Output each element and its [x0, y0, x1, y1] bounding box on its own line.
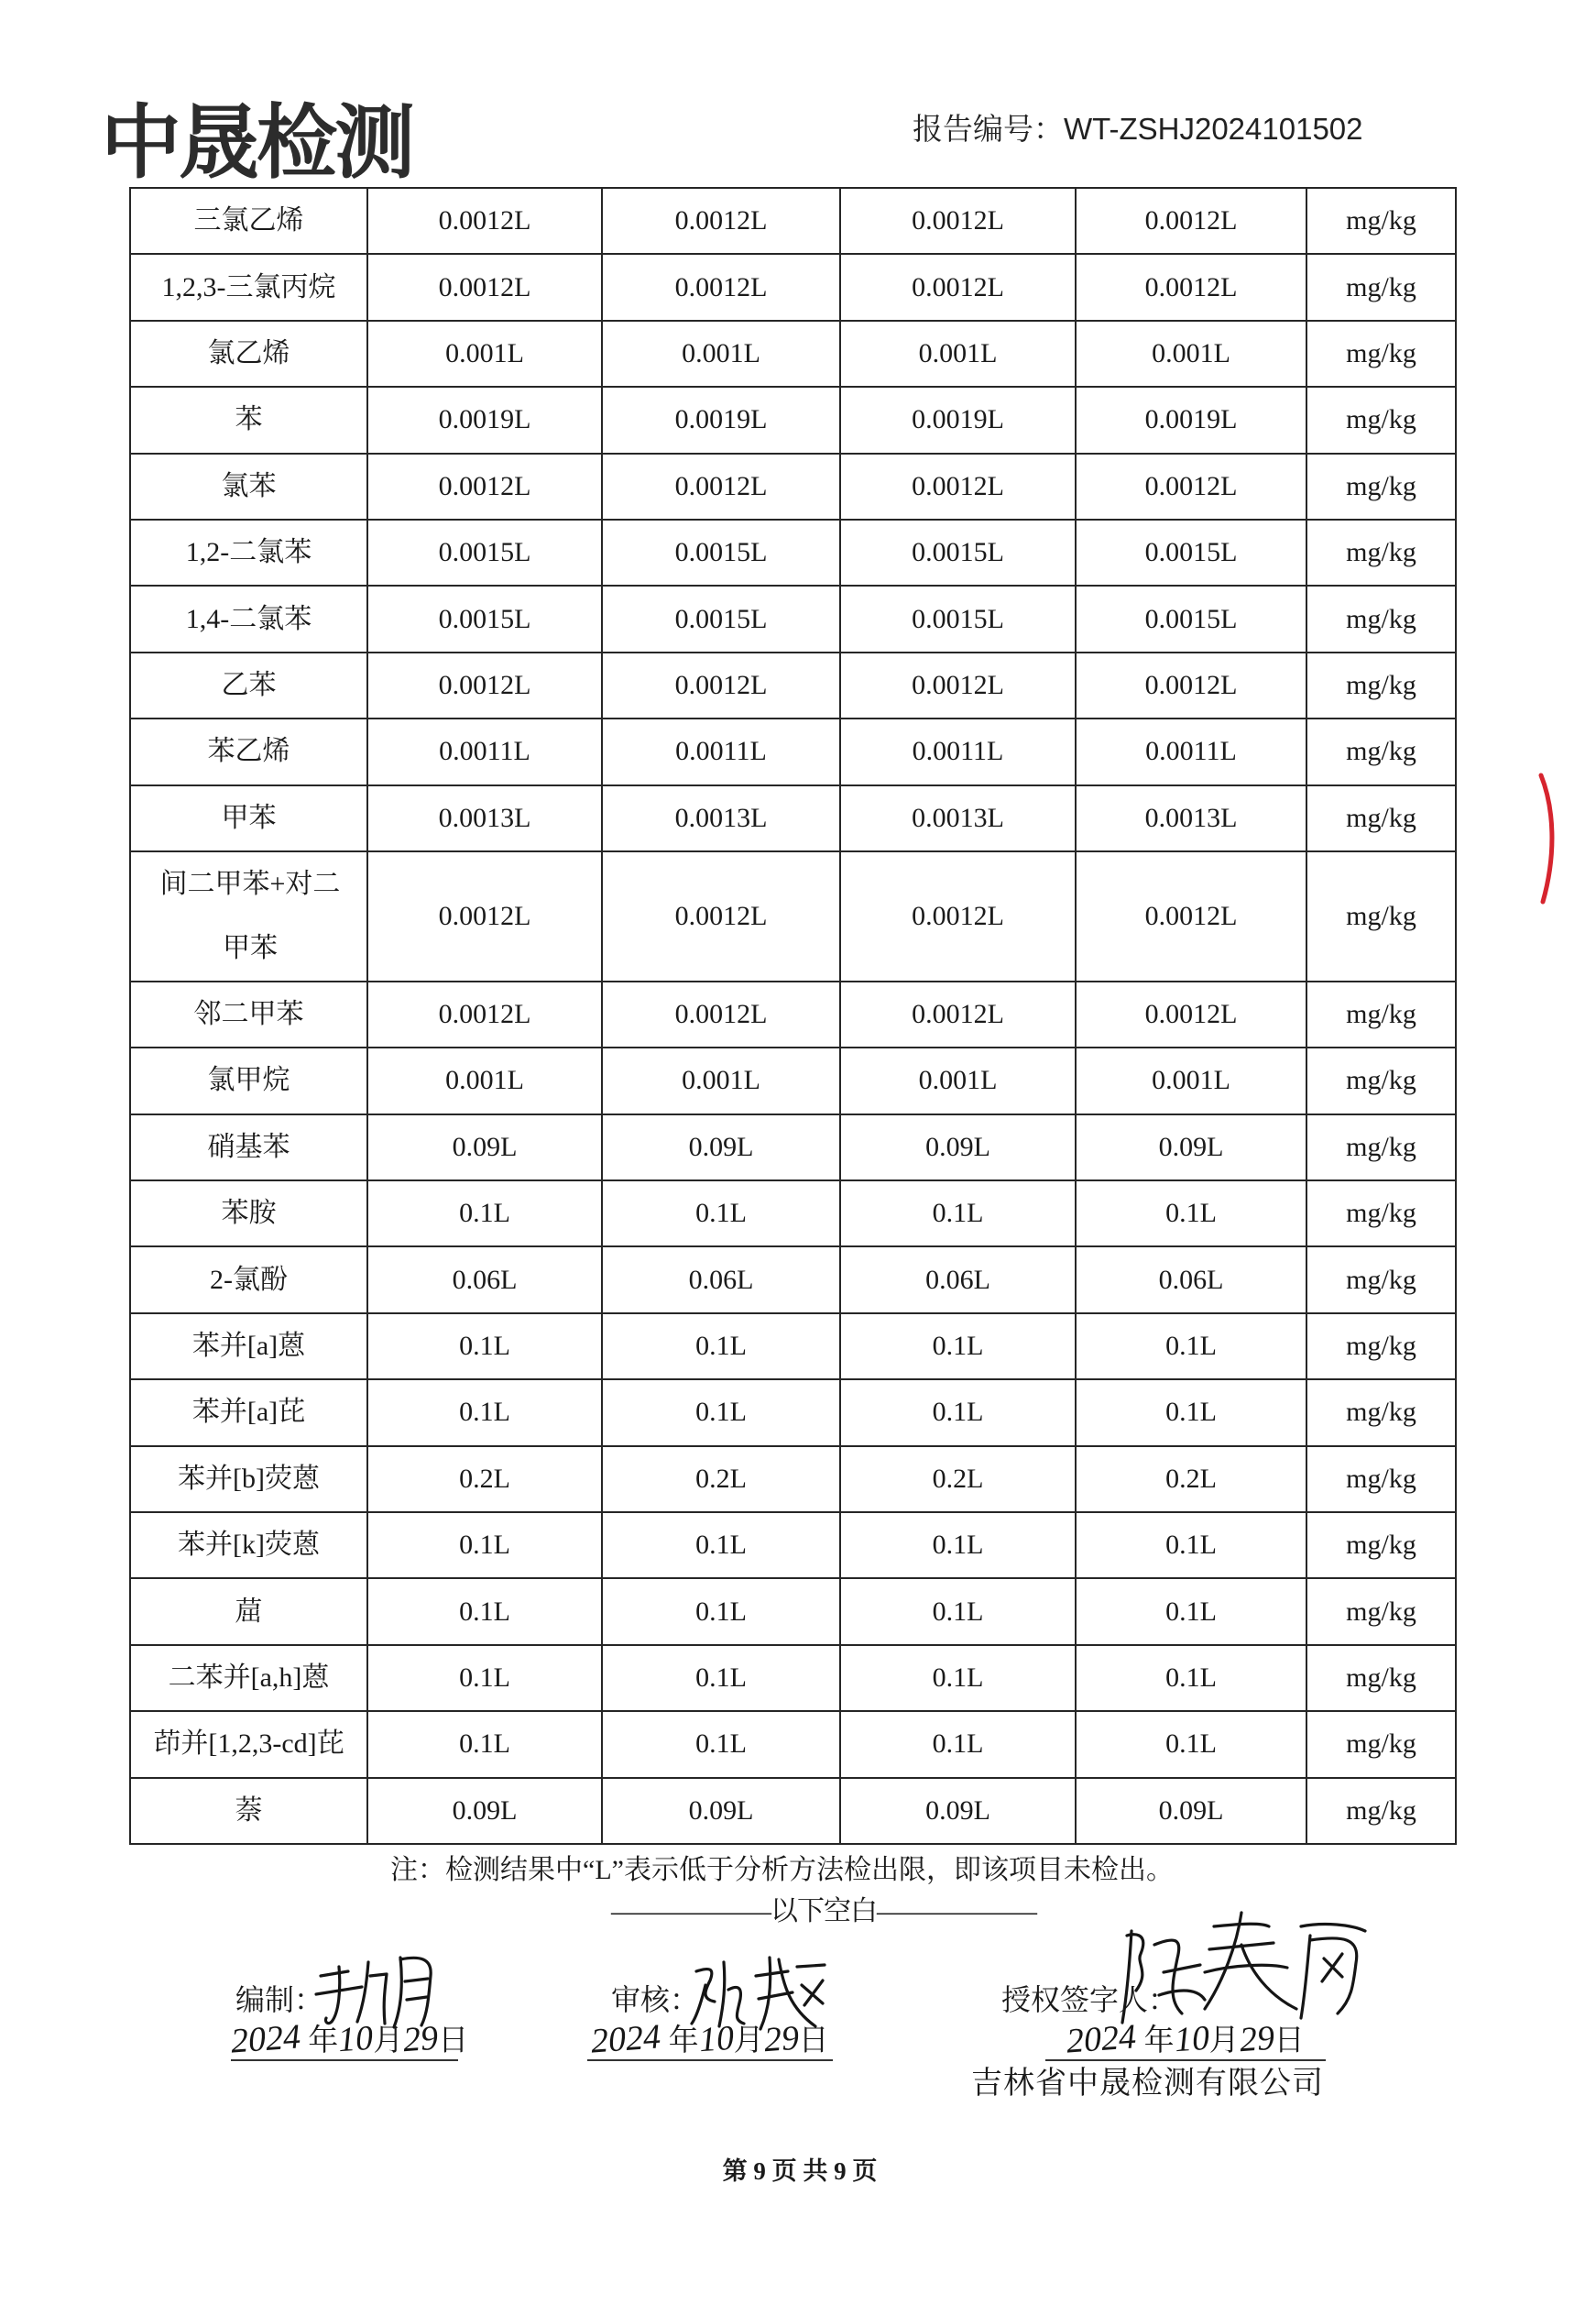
substance-name-cell	[130, 586, 367, 652]
substance-name-cell	[130, 851, 367, 982]
reviewed-date-year-unit: 年	[668, 2024, 699, 2057]
result-value: 0.0012L	[840, 653, 1076, 719]
result-value: 0.0015L	[367, 586, 602, 652]
substance-name: 1,2-二氯苯	[185, 537, 312, 568]
table-row	[130, 851, 1456, 982]
result-value: 0.1L	[602, 1512, 840, 1578]
unit: mg/kg	[1306, 254, 1456, 320]
results-table-body	[130, 188, 1456, 1844]
result-value: 0.09L	[602, 1778, 840, 1844]
substance-name: 1,2,3-三氯丙烷	[161, 271, 336, 302]
result-value: 0.2L	[602, 1446, 840, 1512]
table-row	[130, 1711, 1456, 1777]
unit: mg/kg	[1306, 520, 1456, 586]
result-value: 0.2L	[1076, 1446, 1306, 1512]
substance-name: 邻二甲苯	[193, 999, 304, 1030]
result-value: 0.1L	[367, 1180, 602, 1246]
reviewed-date	[587, 2019, 833, 2061]
table-row	[130, 1778, 1456, 1844]
authorized-date-day: 29	[1238, 2018, 1276, 2060]
results-table	[129, 187, 1457, 1845]
table-row	[130, 387, 1456, 453]
substance-name-cell	[130, 1313, 367, 1379]
footnote: 注：检测结果中“L”表示低于分析方法检出限，即该项目未检出。	[390, 1855, 1174, 1885]
reviewed-date-day-unit: 日	[798, 2024, 829, 2057]
result-value: 0.09L	[840, 1114, 1076, 1180]
unit: mg/kg	[1306, 1048, 1456, 1114]
reviewed-date-day: 29	[762, 2018, 801, 2060]
unit: mg/kg	[1306, 1778, 1456, 1844]
result-value: 0.0012L	[840, 851, 1076, 982]
result-value: 0.1L	[840, 1379, 1076, 1445]
substance-name: 氯甲烷	[207, 1065, 290, 1096]
result-value: 0.0012L	[367, 982, 602, 1048]
table-row	[130, 1048, 1456, 1114]
result-value: 0.0012L	[1076, 982, 1306, 1048]
substance-name-cell	[130, 719, 367, 784]
result-value: 0.09L	[367, 1778, 602, 1844]
table-row	[130, 1114, 1456, 1180]
unit: mg/kg	[1306, 1379, 1456, 1445]
substance-name-cell	[130, 1446, 367, 1512]
unit: mg/kg	[1306, 1313, 1456, 1379]
result-value: 0.06L	[840, 1246, 1076, 1312]
unit: mg/kg	[1306, 1114, 1456, 1180]
result-value: 0.0013L	[1076, 785, 1306, 851]
substance-name: 2-氯酚	[210, 1264, 288, 1295]
result-value: 0.0013L	[840, 785, 1076, 851]
result-value: 0.1L	[840, 1180, 1076, 1246]
result-value: 0.0012L	[602, 851, 840, 982]
table-row	[130, 1578, 1456, 1644]
result-value: 0.1L	[367, 1313, 602, 1379]
prepared-date-year: 2024	[229, 2017, 302, 2061]
table-row	[130, 321, 1456, 387]
result-value: 0.09L	[840, 1778, 1076, 1844]
unit: mg/kg	[1306, 719, 1456, 784]
table-row	[130, 1246, 1456, 1312]
substance-name-cell	[130, 321, 367, 387]
authorized-date-year-unit: 年	[1143, 2024, 1175, 2057]
unit: mg/kg	[1306, 1645, 1456, 1711]
unit: mg/kg	[1306, 653, 1456, 719]
result-value: 0.1L	[1076, 1578, 1306, 1644]
unit: mg/kg	[1306, 1512, 1456, 1578]
result-value: 0.1L	[840, 1313, 1076, 1379]
substance-name-cell	[130, 254, 367, 320]
result-value: 0.1L	[1076, 1645, 1306, 1711]
table-row	[130, 982, 1456, 1048]
table-row	[130, 254, 1456, 320]
table-row	[130, 1379, 1456, 1445]
substance-name: 苯胺	[221, 1198, 277, 1229]
substance-name-cell	[130, 1578, 367, 1644]
unit: mg/kg	[1306, 1446, 1456, 1512]
reviewed-date-month-unit: 月	[733, 2024, 764, 2057]
seal-edge-mark	[1532, 766, 1569, 913]
table-row	[130, 454, 1456, 520]
result-value: 0.001L	[1076, 321, 1306, 387]
result-value: 0.2L	[840, 1446, 1076, 1512]
substance-name-cell	[130, 1645, 367, 1711]
substance-name: 䓛	[235, 1596, 263, 1627]
reviewed-by-label: 审核：	[611, 1983, 700, 2016]
result-value: 0.0011L	[602, 719, 840, 784]
table-row	[130, 719, 1456, 784]
table-row	[130, 1313, 1456, 1379]
report-number-value: WT-ZSHJ2024101502	[1064, 112, 1363, 146]
substance-name-cell	[130, 1512, 367, 1578]
result-value: 0.1L	[367, 1512, 602, 1578]
result-value: 0.0012L	[367, 254, 602, 320]
table-row	[130, 520, 1456, 586]
substance-name: 甲苯	[221, 802, 277, 833]
result-value: 0.0012L	[1076, 254, 1306, 320]
substance-name: 三氯乙烯	[193, 205, 304, 236]
result-value: 0.0012L	[602, 653, 840, 719]
result-value: 0.0012L	[367, 188, 602, 254]
substance-name-cell	[130, 1114, 367, 1180]
substance-name-cell	[130, 1180, 367, 1246]
authorized-date-year: 2024	[1066, 2017, 1138, 2061]
result-value: 0.1L	[602, 1711, 840, 1777]
authorized-date-month-unit: 月	[1208, 2024, 1240, 2057]
authorized-signatory-label: 授权签字人：	[1001, 1983, 1178, 2016]
substance-name-cell	[130, 188, 367, 254]
result-value: 0.1L	[840, 1711, 1076, 1777]
result-value: 0.0013L	[602, 785, 840, 851]
unit: mg/kg	[1306, 387, 1456, 453]
result-value: 0.1L	[1076, 1711, 1306, 1777]
authorized-signatory-signature	[1113, 1908, 1379, 2032]
result-value: 0.0012L	[602, 254, 840, 320]
result-value: 0.1L	[840, 1645, 1076, 1711]
unit: mg/kg	[1306, 188, 1456, 254]
unit: mg/kg	[1306, 982, 1456, 1048]
unit: mg/kg	[1306, 1180, 1456, 1246]
unit: mg/kg	[1306, 586, 1456, 652]
substance-name: 二苯并[a,h]蒽	[168, 1662, 330, 1693]
result-value: 0.0012L	[602, 454, 840, 520]
result-value: 0.001L	[602, 1048, 840, 1114]
substance-name: 苯并[b]荧蒽	[178, 1463, 320, 1494]
substance-name-cell	[130, 1711, 367, 1777]
result-value: 0.1L	[1076, 1180, 1306, 1246]
unit: mg/kg	[1306, 851, 1456, 982]
result-value: 0.0019L	[840, 387, 1076, 453]
substance-name: 苯并[a]蒽	[191, 1331, 306, 1362]
prepared-date-day-unit: 日	[438, 2024, 469, 2057]
authorized-date-month: 10	[1173, 2018, 1211, 2060]
result-value: 0.1L	[367, 1578, 602, 1644]
result-value: 0.09L	[1076, 1778, 1306, 1844]
result-value: 0.0015L	[602, 520, 840, 586]
result-value: 0.0012L	[1076, 851, 1306, 982]
prepared-date-month: 10	[336, 2018, 375, 2060]
company-name: 吉林省中晟检测有限公司	[971, 2067, 1324, 2101]
result-value: 0.0012L	[367, 454, 602, 520]
blank-below-marker: ——————以下空白——————	[611, 1896, 1036, 1926]
result-value: 0.1L	[602, 1313, 840, 1379]
result-value: 0.06L	[367, 1246, 602, 1312]
result-value: 0.0012L	[840, 982, 1076, 1048]
substance-name-cell	[130, 785, 367, 851]
result-value: 0.0015L	[1076, 586, 1306, 652]
result-value: 0.001L	[1076, 1048, 1306, 1114]
result-value: 0.001L	[367, 1048, 602, 1114]
result-value: 0.0019L	[1076, 387, 1306, 453]
unit: mg/kg	[1306, 1578, 1456, 1644]
substance-name: 苯并[k]荧蒽	[178, 1530, 320, 1561]
result-value: 0.0012L	[367, 653, 602, 719]
result-value: 0.1L	[367, 1711, 602, 1777]
substance-name-cell	[130, 982, 367, 1048]
unit: mg/kg	[1306, 785, 1456, 851]
result-value: 0.0011L	[840, 719, 1076, 784]
substance-name-cell	[130, 1778, 367, 1844]
result-value: 0.0015L	[840, 520, 1076, 586]
table-row	[130, 653, 1456, 719]
reviewed-date-year: 2024	[590, 2017, 662, 2061]
result-value: 0.1L	[1076, 1313, 1306, 1379]
result-value: 0.0012L	[367, 851, 602, 982]
prepared-date-day: 29	[401, 2018, 440, 2060]
result-value: 0.09L	[1076, 1114, 1306, 1180]
authorized-date	[1045, 2019, 1326, 2061]
result-value: 0.0019L	[367, 387, 602, 453]
substance-name: 苯乙烯	[207, 736, 290, 767]
substance-name: 硝基苯	[207, 1131, 290, 1162]
unit: mg/kg	[1306, 454, 1456, 520]
result-value: 0.001L	[367, 321, 602, 387]
prepared-date-month-unit: 月	[373, 2024, 404, 2057]
substance-name-cell	[130, 520, 367, 586]
result-value: 0.0012L	[1076, 454, 1306, 520]
result-value: 0.0012L	[840, 188, 1076, 254]
unit: mg/kg	[1306, 321, 1456, 387]
result-value: 0.0012L	[840, 254, 1076, 320]
unit: mg/kg	[1306, 1246, 1456, 1312]
result-value: 0.0015L	[840, 586, 1076, 652]
substance-name: 苯并[a]芘	[191, 1397, 306, 1428]
substance-name: 1,4-二氯苯	[185, 603, 312, 634]
result-value: 0.1L	[367, 1379, 602, 1445]
result-value: 0.1L	[602, 1180, 840, 1246]
prepared-by-label: 编制：	[235, 1983, 324, 2016]
result-value: 0.06L	[602, 1246, 840, 1312]
report-number-label: 报告编号：	[913, 112, 1064, 146]
substance-name: 乙苯	[221, 669, 277, 700]
result-value: 0.0019L	[602, 387, 840, 453]
result-value: 0.001L	[602, 321, 840, 387]
substance-name: 苯	[235, 404, 263, 435]
result-value: 0.0013L	[367, 785, 602, 851]
result-value: 0.0012L	[840, 454, 1076, 520]
company-logo: 中晟检测	[101, 95, 413, 190]
result-value: 0.1L	[840, 1512, 1076, 1578]
result-value: 0.09L	[602, 1114, 840, 1180]
result-value: 0.2L	[367, 1446, 602, 1512]
result-value: 0.0015L	[1076, 520, 1306, 586]
result-value: 0.1L	[602, 1578, 840, 1644]
result-value: 0.0012L	[1076, 188, 1306, 254]
result-value: 0.06L	[1076, 1246, 1306, 1312]
result-value: 0.1L	[840, 1578, 1076, 1644]
substance-name-cell	[130, 1246, 367, 1312]
result-value: 0.001L	[840, 321, 1076, 387]
substance-name-cell	[130, 1379, 367, 1445]
result-value: 0.1L	[602, 1645, 840, 1711]
result-value: 0.0012L	[602, 982, 840, 1048]
result-value: 0.09L	[367, 1114, 602, 1180]
substance-name-cell	[130, 454, 367, 520]
result-value: 0.1L	[602, 1379, 840, 1445]
table-row	[130, 1512, 1456, 1578]
result-value: 0.1L	[367, 1645, 602, 1711]
table-row	[130, 188, 1456, 254]
substance-name: 间二甲苯+对二甲苯	[159, 868, 341, 963]
prepared-date-year-unit: 年	[308, 2024, 339, 2057]
result-value: 0.0012L	[1076, 653, 1306, 719]
table-row	[130, 586, 1456, 652]
unit: mg/kg	[1306, 1711, 1456, 1777]
result-value: 0.001L	[840, 1048, 1076, 1114]
result-value: 0.1L	[1076, 1379, 1306, 1445]
substance-name: 氯苯	[221, 470, 277, 501]
page-number: 第 9 页 共 9 页	[722, 2157, 878, 2185]
substance-name-cell	[130, 387, 367, 453]
substance-name-cell	[130, 1048, 367, 1114]
substance-name: 萘	[235, 1794, 263, 1826]
result-value: 0.0015L	[367, 520, 602, 586]
prepared-date	[229, 2017, 469, 2061]
table-row	[130, 1645, 1456, 1711]
table-row	[130, 1446, 1456, 1512]
result-value: 0.0011L	[1076, 719, 1306, 784]
result-value: 0.1L	[1076, 1512, 1306, 1578]
result-value: 0.0015L	[602, 586, 840, 652]
result-value: 0.0011L	[367, 719, 602, 784]
report-number	[913, 110, 1363, 148]
result-value: 0.0012L	[602, 188, 840, 254]
table-row	[130, 785, 1456, 851]
substance-name: 茚并[1,2,3-cd]芘	[153, 1728, 344, 1760]
authorized-date-day-unit: 日	[1274, 2024, 1305, 2057]
substance-name-cell	[130, 653, 367, 719]
substance-name: 氯乙烯	[207, 337, 290, 368]
reviewed-date-month: 10	[697, 2018, 736, 2060]
table-row	[130, 1180, 1456, 1246]
